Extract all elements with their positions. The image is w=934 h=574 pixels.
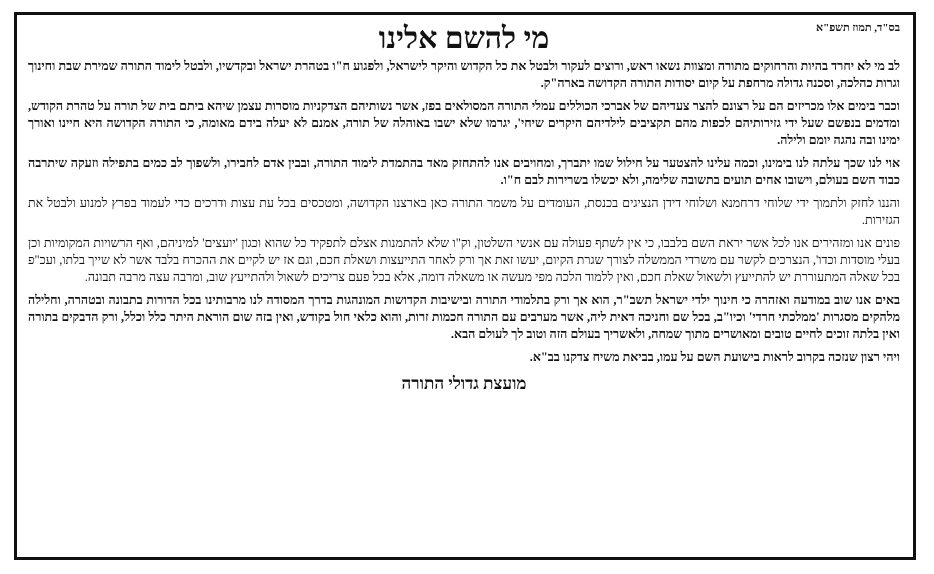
paragraph-2: וכבר בימים אלו מכריזים הם על רצונם להצר צעדיהם של אברכי הכוללים עמלי התורה המסולאים בפז, אשר נשותיהם הצדקניות מוסרות עצמן שיהא ביתם בית של תורה על טהרת הקודש, ומדמים בנפשם שעל ידי גזירותיהם לכפות מהם תקציבים לילדיהם היקרים שיחי', יגרמו שלא ישבו באוהלה של תורה, אמנם לא יעלה בידם מאומה, כי התורה הקדושה היא חיינו ואורך ימינו ובה נהגה יומם ולילה. (28, 99, 900, 147)
date-line: בס"ד, תמוז תשפ"א (816, 22, 900, 34)
paragraph-1: לב מי לא יחרד בהיות והרחוקים מתורה ומצוות נשאו ראש, ורוצים לעקור ולבטל את כל הקדוש והיקר לישראל, ולפגוע ח"ו בטהרת ישראל ובקדשיו, ולבטל לימוד התורה שמירת שבת וחינוך וגרות כהלכה, וסכנה גדולה מרחפת על קיום יסודות התורה הקדושה בארה"ק. (28, 59, 900, 90)
paragraph-3: אוי לנו שכך עלתה לנו בימינו, וכמה עלינו להצטער על חילול שמו יתברך, ומחויבים אנו להתחזק מאד בהתמדת לימוד התורה, ובבין אדם לחבירו, ולשפוך לב כמים בתפילה וזעקה שיתרבה כבוד השם בעולם, וישובו אחים תועים בתשובה שלימה, ולא יכשלו בשרירות לבם ח"ו. (28, 156, 900, 187)
proclamation-body (18, 16, 914, 558)
paragraph-4: והננו לחזק ולתמוך ידי שלוחי דרחמנא ושלוחי דידן הנציגים בכנסת, העומדים על משמר התורה כאן בארצנו הקדושה, ומטכסים בכל עת עצות ודרכים כדי לעמוד בפרץ למנוע ולבטל את הגזירות. (28, 196, 900, 227)
closing-blessing: ויהי רצון שנזכה בקרוב לראות בישועת השם על עמו, בביאת משיח צדקנו בב"א. (529, 350, 900, 364)
paragraph-6: באים אנו שוב במודעה ואזהרה כי חינוך ילדי ישראל תשב"ר, הוא אך ורק בתלמודי התורה ובישיבות הקדושות המונהגות בדרך המסודה לנו מרבותינו בכל הדורות בתבונה ובטהרה, וחלילה מלהקים מסגרות 'ממלכתי חרדי' וכיו"ב, בכל שם וחניכה דאית ליה, אשר מערבים עם התורה חכמות זרות, והוא כלאי חול בקודש, ואין בזה שום הוראת היתר כלל וכלל, ורק הדבקים בתורה ואין בלתה זוכים לחיים טובים ומאושרים מתוך שמחה, ולאשריך בעולם הזה וטוב לך לעולם הבא. (28, 293, 900, 341)
paragraph-5: פונים אנו ומזהירים אנו לכל אשר יראת השם בלבבו, כי אין לשתף פעולה עם אנשי השלטון, וק"ו שלא להתמנות אצלם לתפקיד כל שהוא וכגון 'יועצים' למיניהם, ואף הרשויות המקומיות וכן בעלי מוסדות וכדו', הנצרכים לקשר עם משרדי הממשלה לצורך שגרת הקיום, יעשו זאת אך ורק לאחר התייעצות ושאלת חכם, וגם אז יש לקיים את ההכרח בלבד אשר לא שייך בלתו, ועכ"פ בכל שאלה המתעוררת יש להתייעץ ולשאול שאלת חכם, ואין ללמוד הלכה מפי מעשה או משאלה דומה, אלא בכל פעם צריכים לשאול ולהתייעץ שוב, ומרבה עצה מרבה תבונה. (28, 236, 900, 284)
page-title: מי להשם אלינו (378, 22, 550, 55)
signature: מועצת גדולי התורה (401, 374, 527, 393)
